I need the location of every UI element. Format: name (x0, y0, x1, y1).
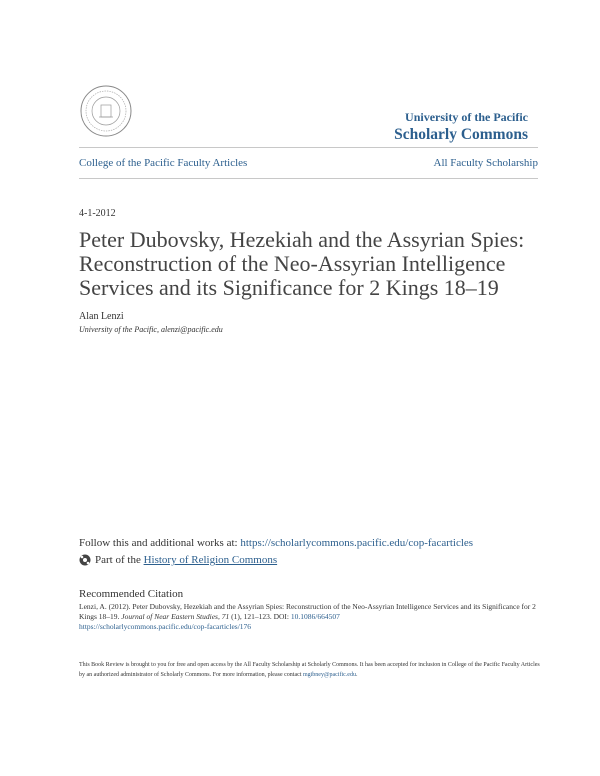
citation-url-link[interactable]: https://scholarlycommons.pacific.edu/cop-facarticles/176 (79, 622, 252, 631)
author-name: Alan Lenzi (79, 311, 124, 322)
partof-line (79, 554, 277, 566)
citation-issue: (1), 121–123. DOI: (231, 612, 291, 621)
citation-body: Lenzi, A. (2012). Peter Dubovsky, Hezekiah and the Assyrian Spies: Reconstruction of the Neo-Assyrian Intelligence Services and its Significance for 2 Kings 18–19. (79, 602, 536, 621)
notice-text: This Book Review is brought to you for free and open access by the All Faculty Scholarship at Scholarly Commons. It has been accepted for inclusion in College of the Pacific Faculty Articles by an authorized administrator of Scholarly Commons. For more information, please contact (79, 662, 540, 678)
discipline-link[interactable]: History of Religion Commons (143, 554, 278, 566)
collection-url-link[interactable]: https://scholarlycommons.pacific.edu/cop-facarticles (240, 537, 474, 549)
notice-end: . (355, 672, 358, 678)
article-title: Peter Dubovsky, Hezekiah and the Assyrian Spies: Reconstruction of the Neo-Assyrian Intelligence Services and its Significance for 2 Kings 18–19 (79, 227, 525, 300)
university-seal-icon (79, 84, 133, 138)
nav-divider-top (79, 147, 538, 148)
repository-brand[interactable] (394, 110, 528, 144)
author-affiliation: University of the Pacific, alenzi@pacific.edu (79, 325, 223, 334)
citation-journal: Journal of Near Eastern Studies, 71 (121, 612, 230, 621)
publication-date: 4-1-2012 (79, 208, 116, 219)
university-name: University of the Pacific (405, 110, 528, 124)
partof-prefix: Part of the (95, 554, 141, 566)
access-notice (79, 660, 544, 680)
follow-line (79, 537, 473, 549)
follow-prefix: Follow this and additional works at: (79, 537, 241, 549)
collection-link[interactable]: College of the Pacific Faculty Articles (79, 157, 248, 169)
nav-divider-bottom (79, 178, 538, 179)
commons-network-icon (79, 554, 91, 566)
citation-heading: Recommended Citation (79, 588, 184, 600)
all-scholarship-link[interactable]: All Faculty Scholarship (433, 157, 538, 169)
repository-name: Scholarly Commons (394, 126, 528, 143)
citation-text (79, 602, 544, 632)
doi-link[interactable]: 10.1086/664507 (290, 612, 340, 621)
contact-email-link[interactable]: mgibney@pacific.edu (302, 672, 356, 678)
